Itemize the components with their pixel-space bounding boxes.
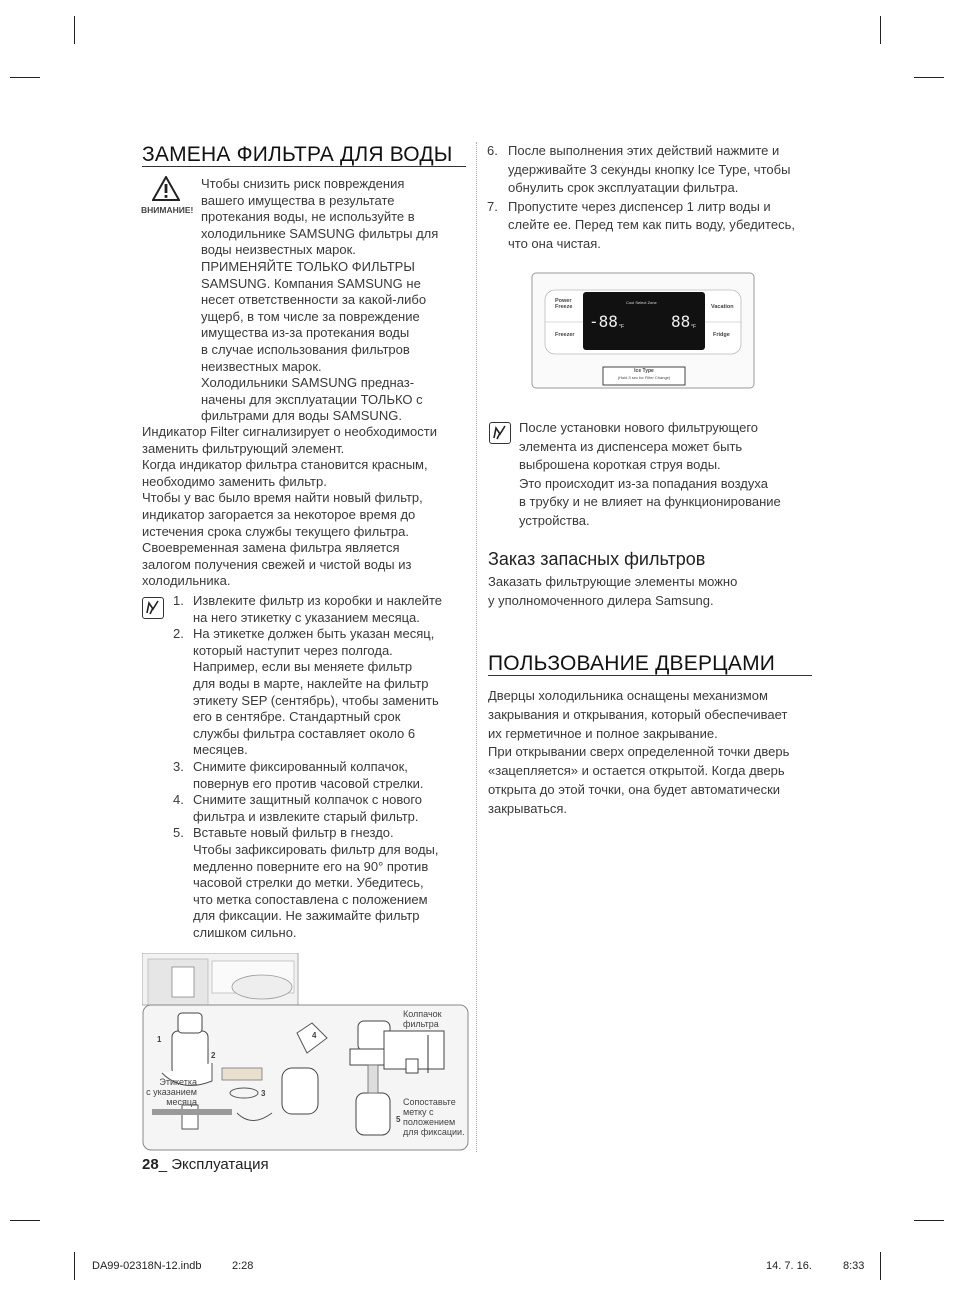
note-line: в трубку и не влияет на функционирование — [519, 494, 781, 510]
door-line: закрывания и открывания, который обеспечивает — [488, 706, 788, 722]
fridge-temp-display: 88 — [671, 312, 691, 331]
warning-line: ущерб, в том числе за повреждение — [201, 308, 420, 324]
order-line: у уполномоченного дилера Samsung. — [488, 592, 714, 608]
title-underline — [488, 675, 812, 676]
order-title: Заказ запасных фильтров — [488, 549, 706, 569]
step-line: Снимите фиксированный колпачок, — [193, 759, 408, 774]
align-label: Сопоставьте метку с положением для фиксации. — [403, 1097, 465, 1137]
door-line: При открывании сверх определенной точки дверь — [488, 744, 790, 760]
figure-step-number: 4 — [312, 1031, 317, 1040]
step-line: медленно поверните его на 90° против — [193, 858, 429, 874]
warning-line: ПРИМЕНЯЙТЕ ТОЛЬКО ФИЛЬТРЫ — [201, 259, 415, 274]
step-line: Вставьте новый фильтр в гнездо. — [193, 825, 394, 841]
ice-type-button[interactable]: Ice Type (Hold 3 sec for Filter Change) — [617, 368, 671, 380]
door-line: «зацепляется» и остается открытой. Когда дверь — [488, 763, 785, 779]
step-line: что метка сопоставлена с положением — [193, 891, 428, 907]
page-section: _ Эксплуатация — [158, 1156, 269, 1173]
warning-line: неизвестных марок. — [201, 358, 322, 374]
warning-line: имущества из-за протекания воды — [201, 325, 410, 341]
warning-line: вашего имущества в результате — [201, 192, 395, 208]
body-line: холодильника. — [142, 573, 231, 589]
crop-mark — [880, 16, 881, 44]
step-line: часовой стрелки до метки. Убедитесь, — [193, 875, 424, 891]
warning-line: холодильнике SAMSUNG фильтры для — [201, 225, 439, 241]
step-line: Извлеките фильтр из коробки и наклейте — [193, 593, 443, 608]
figure-step-number: 2 — [211, 1051, 216, 1060]
crop-mark — [914, 77, 944, 78]
figure-step-number: 1 — [157, 1035, 162, 1044]
note-line: выброшена короткая струя воды. — [519, 457, 721, 473]
body-line: Чтобы у вас было время найти новый фильтр, — [142, 490, 423, 506]
warning-line: протекания воды, не используйте в — [201, 209, 415, 225]
warning-label: ВНИМАНИЕ! — [141, 205, 194, 215]
warning-line: фильтрами для воды SAMSUNG. — [201, 408, 402, 424]
step-line: для фиксации. Не зажимайте фильтр — [193, 908, 420, 924]
warning-line: воды неизвестных марок. — [201, 242, 356, 258]
step-number: 2. — [173, 626, 184, 642]
body-line: Индикатор Filter сигнализирует о необходимости — [142, 424, 437, 439]
freezer-temp-display: -88 — [589, 312, 618, 331]
crop-mark — [10, 77, 40, 78]
body-line: залогом получения свежей и чистой воды из — [142, 556, 412, 572]
step-line: что она чистая. — [508, 236, 601, 251]
crop-mark — [74, 1252, 75, 1280]
step-line: слишком сильно. — [193, 925, 297, 940]
door-section-title: ПОЛЬЗОВАНИЕ ДВЕРЦАМИ — [488, 652, 776, 675]
step-line: службы фильтра составляет около 6 — [193, 725, 416, 741]
warning-line: начены для эксплуатации ТОЛЬКО с — [201, 391, 423, 407]
warning-line: в случае использования фильтров — [201, 342, 410, 357]
fridge-button[interactable]: Fridge — [713, 332, 730, 338]
section-title: ЗАМЕНА ФИЛЬТРА ДЛЯ ВОДЫ — [142, 143, 453, 166]
step-line: этикету SEP (сентябрь), чтобы заменить — [193, 692, 439, 708]
vacation-button[interactable]: Vacation — [711, 304, 734, 310]
note-line: Это происходит из-за попадания воздуха — [519, 475, 768, 491]
step-line: месяцев. — [193, 742, 248, 758]
crop-mark — [914, 1220, 944, 1221]
body-line: истечения срока службы текущего фильтра. — [142, 523, 409, 539]
figure-step-number: 5 — [396, 1115, 401, 1124]
figure-step-number: 3 — [261, 1089, 266, 1098]
step-line: Например, если вы меняете фильтр — [193, 659, 413, 675]
step-line: удерживайте 3 секунды кнопку Ice Type, чтобы — [508, 161, 791, 177]
body-line: заменить фильтрующий элемент. — [142, 440, 345, 456]
door-line: закрываться. — [488, 800, 568, 816]
door-line: Дверцы холодильника оснащены механизмом — [488, 688, 768, 703]
crop-mark — [880, 1252, 881, 1280]
step-number: 1. — [173, 593, 184, 608]
cool-select-zone-label: Cool Select Zone — [626, 300, 657, 305]
step-line: его в сентябре. Стандартный срок — [193, 709, 401, 725]
print-file: DA99-02318N-12.indb — [92, 1260, 202, 1272]
step-line: Пропустите через диспенсер 1 литр воды и — [508, 198, 771, 214]
step-line: на него этикетку с указанием месяца. — [193, 609, 420, 625]
note-line: После установки нового фильтрующего — [519, 420, 759, 435]
body-line: Своевременная замена фильтра является — [142, 540, 400, 556]
filter-replacement-figure — [142, 953, 469, 1151]
step-line: фильтра и извлеките старый фильтр. — [193, 808, 419, 824]
freezer-unit: °F — [619, 324, 625, 330]
freezer-button[interactable]: Freezer — [555, 332, 575, 338]
note-icon — [489, 422, 511, 444]
step-number: 4. — [173, 792, 184, 808]
step-number: 7. — [487, 198, 498, 214]
print-date: 14. 7. 16. — [766, 1260, 812, 1272]
step-line: повернув его против часовой стрелки. — [193, 775, 424, 791]
note-icon — [142, 597, 164, 619]
control-panel-figure — [531, 272, 755, 390]
body-line: необходимо заменить фильтр. — [142, 473, 327, 489]
body-line: индикатор загорается за некоторое время до — [142, 507, 416, 522]
cap-label: Колпачок фильтра — [403, 1009, 442, 1029]
step-line: Снимите защитный колпачок с нового — [193, 792, 423, 808]
power-freeze-button[interactable]: Power Freeze — [555, 298, 573, 310]
page-number: 28 — [142, 1156, 159, 1173]
print-file-page: 2:28 — [232, 1260, 254, 1272]
crop-mark — [74, 16, 75, 44]
step-number: 6. — [487, 143, 498, 158]
step-line: который наступит через полгода. — [193, 642, 393, 658]
step-line: На этикетке должен быть указан месяц, — [193, 626, 435, 642]
order-line: Заказать фильтрующие элементы можно — [488, 574, 738, 589]
note-line: элемента из диспенсера может быть — [519, 438, 743, 454]
warning-line: несет ответственности за какой-либо — [201, 292, 427, 308]
step-line: После выполнения этих действий нажмите и — [508, 143, 780, 158]
step-line: Чтобы зафиксировать фильтр для воды, — [193, 842, 439, 857]
column-divider — [476, 142, 477, 1152]
step-line: обнулить срок эксплуатации фильтра. — [508, 180, 739, 196]
step-line: слейте ее. Перед тем как пить воду, убедитесь, — [508, 217, 795, 233]
warning-icon — [152, 176, 180, 206]
door-line: открыта до этой точки, она будет автоматически — [488, 782, 781, 797]
crop-mark — [10, 1220, 40, 1221]
title-underline — [142, 166, 466, 167]
warning-line: Холодильники SAMSUNG предназ- — [201, 375, 415, 391]
page-footer — [142, 1156, 269, 1173]
print-time: 8:33 — [843, 1260, 865, 1272]
step-number: 5. — [173, 825, 184, 841]
note-line: устройства. — [519, 513, 590, 528]
warning-line: Чтобы снизить риск повреждения — [201, 176, 405, 191]
step-line: для воды в марте, наклейте на фильтр — [193, 676, 429, 691]
fridge-unit: °F — [691, 324, 697, 330]
step-number: 3. — [173, 759, 184, 774]
door-line: их герметичное и полное закрывание. — [488, 725, 718, 741]
warning-line: SAMSUNG. Компания SAMSUNG не — [201, 275, 421, 291]
body-line: Когда индикатор фильтра становится красным, — [142, 457, 428, 473]
sticker-label: Этикетка с указанием месяца — [146, 1077, 197, 1107]
